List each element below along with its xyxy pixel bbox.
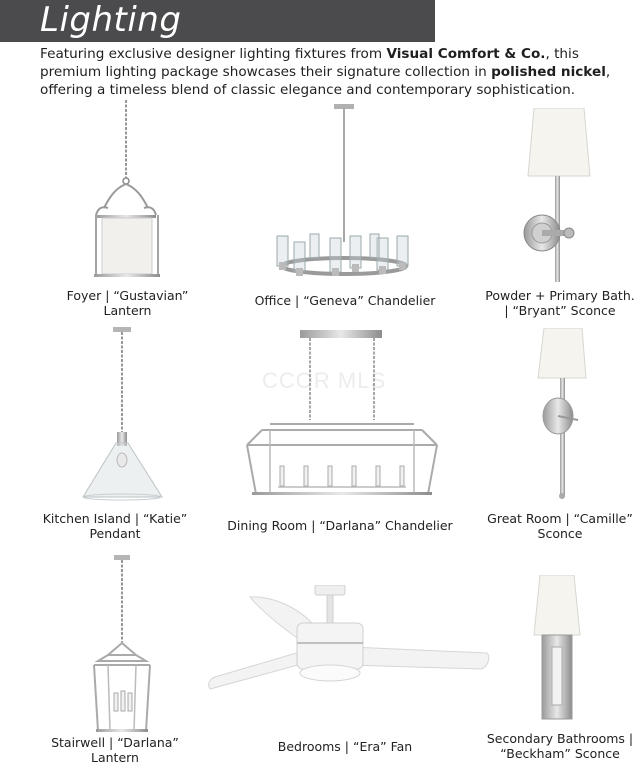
darlana-chandelier-image	[242, 330, 442, 500]
intro-text-3: , offering a timeless blend of classic elegance and contemporary sophistication.	[40, 64, 611, 98]
caption-kitchen-island-line2: Pendant	[89, 526, 141, 541]
caption-great-room-line2: Sconce	[537, 526, 583, 541]
caption-great-room	[470, 511, 640, 541]
brand-name: Visual Comfort & Co.	[386, 46, 546, 62]
caption-secondary-baths-line2: “Beckham” Sconce	[500, 746, 620, 761]
caption-foyer	[40, 288, 215, 318]
caption-dining-room-line1: Dining Room | “Darlana” Chandelier	[227, 518, 453, 533]
camille-sconce-image	[534, 328, 594, 503]
finish-name: polished nickel	[491, 64, 606, 80]
katie-pendant-image	[80, 327, 165, 502]
gustavian-lantern-image	[88, 100, 168, 280]
caption-powder-bath-line2: | “Bryant” Sconce	[504, 303, 616, 318]
title-bar	[0, 0, 435, 42]
caption-stairwell-line2: Lantern	[91, 750, 139, 765]
caption-bedrooms	[230, 739, 460, 754]
intro-text-1: Featuring exclusive designer lighting fixtures from	[40, 46, 387, 62]
bryant-sconce-image	[520, 108, 595, 283]
geneva-chandelier-image	[272, 104, 417, 280]
beckham-sconce-image	[528, 575, 588, 725]
caption-powder-bath	[470, 288, 640, 318]
page-title: Lighting	[40, 0, 182, 40]
intro-text-2: , this premium lighting package showcases their signature collection in	[40, 46, 579, 80]
caption-office	[230, 293, 460, 308]
watermark: CCOR MLS	[262, 368, 387, 393]
caption-stairwell	[30, 735, 200, 765]
era-fan-image	[205, 585, 495, 695]
caption-kitchen-island-line1: Kitchen Island | “Katie”	[42, 511, 188, 526]
intro-paragraph	[40, 45, 640, 99]
caption-dining-room	[220, 518, 460, 533]
caption-powder-bath-line1: Powder + Primary Bath.	[485, 288, 635, 303]
caption-secondary-baths-line1: Secondary Bathrooms |	[486, 731, 634, 746]
caption-great-room-line1: Great Room | “Camille”	[487, 511, 633, 526]
caption-office-line1: Office | “Geneva” Chandelier	[254, 293, 436, 308]
caption-foyer-line2: Lantern	[103, 303, 152, 318]
caption-secondary-baths	[465, 731, 640, 761]
caption-kitchen-island	[30, 511, 200, 541]
darlana-lantern-image	[88, 555, 158, 735]
caption-bedrooms-line1: Bedrooms | “Era” Fan	[277, 739, 413, 754]
caption-foyer-line1: Foyer | “Gustavian”	[66, 288, 189, 303]
caption-stairwell-line1: Stairwell | “Darlana”	[51, 735, 179, 750]
